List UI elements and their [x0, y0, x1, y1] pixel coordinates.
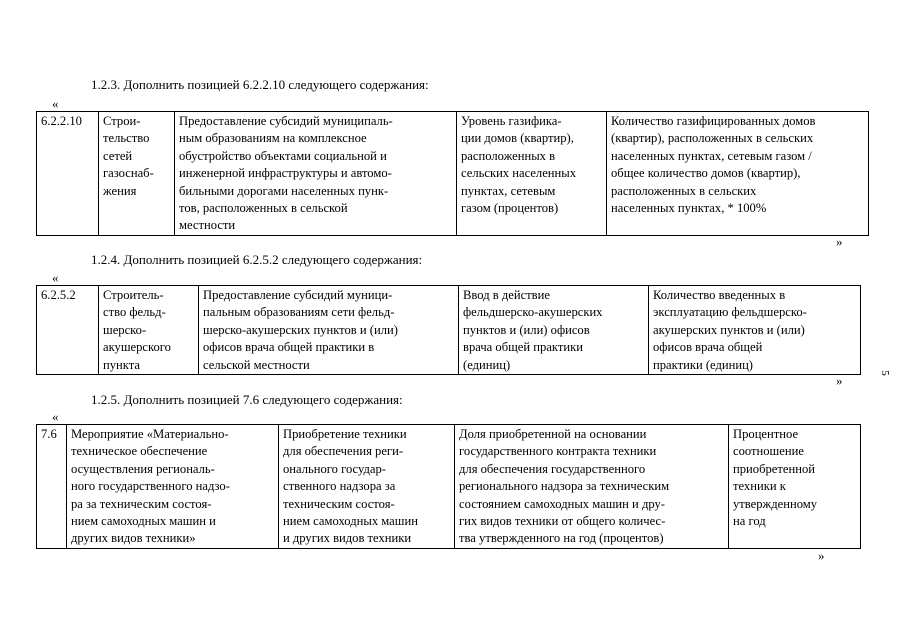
cell-line: газом (процентов)	[461, 201, 559, 216]
section-2-heading: 1.2.4. Дополнить позицией 6.2.5.2 следующего содержания:	[91, 252, 423, 267]
cell-line: техники к	[733, 479, 786, 494]
cell-line: гих видов техники от общего количес-	[459, 514, 666, 529]
cell-line: эксплуатацию фельдшерско-	[653, 305, 807, 320]
table-cell	[455, 425, 729, 549]
cell-line: Приобретение техники	[283, 427, 407, 441]
cell-line: состоянием самоходных машин и дру-	[459, 496, 665, 511]
cell-line: Количество газифицированных домов	[611, 114, 816, 128]
section-3-close-quote: »	[818, 548, 825, 563]
cell-line: для обеспечения реги-	[283, 444, 404, 459]
cell-line: утвержденному	[733, 496, 818, 511]
cell-line: ственного надзора за	[283, 479, 396, 494]
cell-line: соотношение	[733, 444, 804, 459]
cell-line: регионального надзора за техническим	[459, 479, 670, 494]
cell-line: шерско-акушерских пунктов и (или)	[203, 322, 398, 337]
cell-line: 6.2.2.10	[41, 114, 82, 128]
table-row	[37, 286, 861, 375]
cell-line: обустройство объектами социальной и	[179, 148, 387, 163]
section-3-table	[36, 424, 861, 549]
cell-line: Строитель-	[103, 288, 164, 302]
table-cell	[279, 425, 455, 549]
cell-line: Ввод в действие	[463, 288, 550, 302]
page-number: 5	[878, 370, 891, 376]
cell-line: офисов врача общей	[653, 340, 763, 355]
cell-line: ного государственного надзо-	[71, 479, 230, 494]
cell-line: тва утвержденного на год (процентов)	[459, 531, 664, 546]
cell-line: врача общей практики	[463, 340, 583, 355]
cell-line: (единиц)	[463, 357, 511, 372]
section-2-open-quote: «	[52, 270, 59, 285]
cell-line: бильными дорогами населенных пунк-	[179, 183, 389, 198]
cell-line: осуществления региональ-	[71, 461, 215, 476]
cell-line: акушерского	[103, 340, 171, 355]
cell-line: населенных пунктах, * 100%	[611, 201, 767, 216]
cell-line: ство фельд-	[103, 305, 166, 320]
cell-line: государственного контракта техники	[459, 444, 657, 459]
table-cell	[67, 425, 279, 549]
cell-line: сельских населенных	[461, 166, 577, 181]
table-cell	[37, 286, 99, 375]
section-1-table	[36, 111, 869, 236]
cell-line: инженерной инфраструктуры и автомо-	[179, 166, 392, 181]
cell-line: Количество введенных в	[653, 288, 786, 302]
cell-line: Процентное	[733, 427, 799, 441]
table-row	[37, 112, 869, 236]
cell-line: сельской местности	[203, 357, 310, 372]
cell-line: 7.6	[41, 427, 57, 441]
cell-line: пункта	[103, 357, 140, 372]
table-cell	[37, 425, 67, 549]
table-cell	[729, 425, 861, 549]
cell-line: фельдшерско-акушерских	[463, 305, 603, 320]
table-cell	[457, 112, 607, 236]
table-cell	[459, 286, 649, 375]
cell-line: онального государ-	[283, 461, 386, 476]
cell-line: Предоставление субсидий муници-	[203, 288, 393, 302]
cell-line: шерско-	[103, 322, 147, 337]
cell-line: местности	[179, 218, 236, 233]
section-2-table	[36, 285, 861, 375]
cell-line: Доля приобретенной на основании	[459, 427, 647, 441]
table-cell	[37, 112, 99, 236]
table-cell	[99, 286, 199, 375]
table-row	[37, 425, 861, 549]
cell-line: ра за техническим состоя-	[71, 496, 212, 511]
section-3-open-quote: «	[52, 409, 59, 424]
cell-line: тельство	[103, 131, 150, 146]
section-3-heading: 1.2.5. Дополнить позицией 7.6 следующего содержания:	[91, 392, 403, 407]
cell-line: расположенных в сельских	[611, 183, 757, 198]
cell-line: техническое обеспечение	[71, 444, 208, 459]
section-1-open-quote: «	[52, 96, 59, 111]
cell-line: и других видов техники	[283, 531, 412, 546]
cell-line: Уровень газифика-	[461, 114, 562, 128]
cell-line: на год	[733, 514, 766, 529]
cell-line: нием самоходных машин и	[71, 514, 216, 529]
cell-line: газоснаб-	[103, 166, 154, 181]
cell-line: 6.2.5.2	[41, 288, 76, 302]
cell-line: Строи-	[103, 114, 141, 128]
table-cell	[99, 112, 175, 236]
section-1-close-quote: »	[836, 234, 843, 249]
cell-line: пунктов и (или) офисов	[463, 322, 590, 337]
cell-line: пунктах, сетевым	[461, 183, 556, 198]
cell-line: населенных пунктах, сетевым газом /	[611, 148, 812, 163]
cell-line: техническим состоя-	[283, 496, 395, 511]
section-1-heading: 1.2.3. Дополнить позицией 6.2.2.10 следующего содержания:	[91, 77, 429, 92]
section-2-close-quote: »	[836, 373, 843, 388]
table-cell	[199, 286, 459, 375]
cell-line: приобретенной	[733, 461, 815, 476]
cell-line: офисов врача общей практики в	[203, 340, 375, 355]
table-cell	[607, 112, 869, 236]
cell-line: (квартир), расположенных в сельских	[611, 131, 814, 146]
table-cell	[175, 112, 457, 236]
cell-line: нием самоходных машин	[283, 514, 418, 529]
cell-line: других видов техники»	[71, 531, 196, 546]
cell-line: Мероприятие «Материально-	[71, 427, 229, 441]
cell-line: практики (единиц)	[653, 357, 754, 372]
cell-line: для обеспечения государственного	[459, 461, 646, 476]
cell-line: тов, расположенных в сельской	[179, 201, 348, 216]
cell-line: пальным образованиям сети фельд-	[203, 305, 395, 320]
table-cell	[649, 286, 861, 375]
cell-line: ции домов (квартир),	[461, 131, 574, 146]
cell-line: жения	[103, 183, 137, 198]
cell-line: Предоставление субсидий муниципаль-	[179, 114, 393, 128]
cell-line: сетей	[103, 148, 133, 163]
cell-line: расположенных в	[461, 148, 556, 163]
cell-line: акушерских пунктов и (или)	[653, 322, 805, 337]
cell-line: общее количество домов (квартир),	[611, 166, 801, 181]
cell-line: ным образованиям на комплексное	[179, 131, 367, 146]
